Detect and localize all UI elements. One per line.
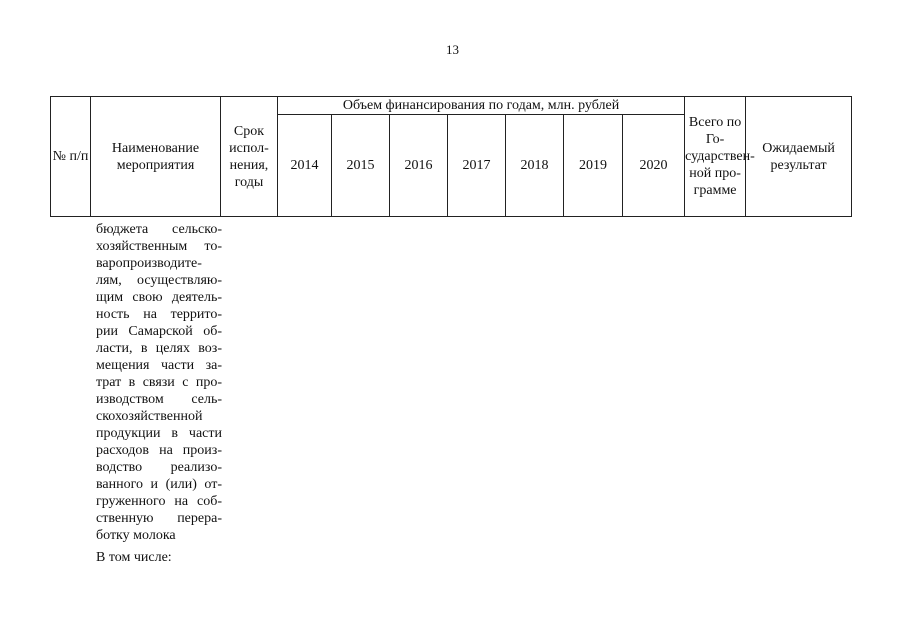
text-line: водство реализо- (96, 460, 222, 475)
text-line: лям, осуществляю- (96, 273, 222, 288)
text-line: скохозяйственной (96, 409, 203, 424)
text-line: бюджета сельско- (96, 222, 222, 237)
header-year-2014: 2014 (278, 115, 332, 217)
header-name: Наименование мероприятия (91, 97, 221, 217)
header-year-2016: 2016 (390, 115, 448, 217)
text-line: трат в связи с про- (96, 375, 222, 390)
header-year-2019: 2019 (564, 115, 623, 217)
header-term: Срок испол-нения, годы (221, 97, 278, 217)
header-total: Всего по Го-сударствен-ной про-грамме (685, 97, 746, 217)
text-line: щим свою деятель- (96, 290, 222, 305)
text-line: ванного и (или) от- (96, 477, 222, 492)
text-line: хозяйственным то- (96, 239, 222, 254)
text-line: изводством сель- (96, 392, 222, 407)
page-number: 13 (446, 42, 459, 57)
text-line: ласти, в целях воз- (96, 341, 222, 356)
header-year-2017: 2017 (448, 115, 506, 217)
text-line: расходов на произ- (96, 443, 222, 458)
text-line: варопроизводите- (96, 256, 202, 271)
header-year-2018: 2018 (506, 115, 564, 217)
text-line: груженного на соб- (96, 494, 222, 509)
including-label: В том числе: (96, 550, 172, 565)
text-line: мещения части за- (96, 358, 222, 373)
header-year-2020: 2020 (623, 115, 685, 217)
header-year-2015: 2015 (332, 115, 390, 217)
text-line: ботку молока (96, 528, 176, 543)
text-line: продукции в части (96, 426, 222, 441)
text-line: ственную перера- (96, 511, 222, 526)
header-number: № п/п (51, 97, 91, 217)
text-line: рии Самарской об- (96, 324, 222, 339)
measure-name-continuation (96, 221, 222, 544)
text-line: ность на террито- (96, 307, 222, 322)
program-table (50, 96, 852, 217)
header-result: Ожидаемый результат (746, 97, 852, 217)
header-funding: Объем финансирования по годам, млн. рублей (278, 97, 685, 115)
